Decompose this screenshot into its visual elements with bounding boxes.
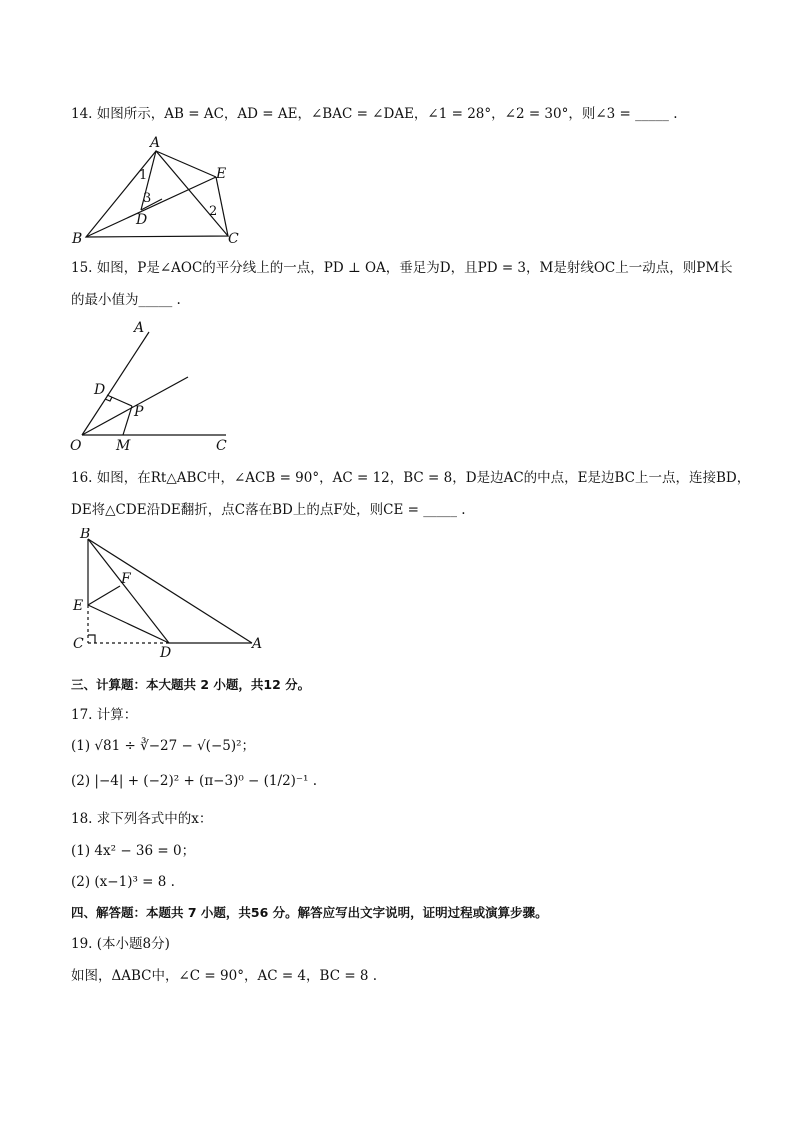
label-angle-2: 2 [209,204,218,219]
label-d: D [160,645,172,658]
label-m: M [116,438,131,454]
label-c: C [228,231,239,245]
question-18-part-2: (2) (x−1)³ = 8 . [71,874,175,890]
segment-ed [88,605,169,643]
question-16-figure [68,528,268,658]
question-18-part-1: (1) 4x² − 36 = 0； [71,843,196,859]
question-17-title: 17. 计算： [71,707,138,723]
label-angle-1: 1 [139,168,148,183]
label-a: A [134,320,145,336]
label-b: B [80,528,91,542]
segment-ec [216,177,228,236]
label-b: B [72,231,83,245]
question-17-part-1: (1) √81 ÷ ∛−27 − √(−5)²； [71,738,256,754]
segment-be [86,177,216,237]
label-d: D [136,212,148,228]
label-c: C [216,438,227,454]
question-19-title: 19. (本小题8分) [71,936,170,952]
question-15-line-1: 15. 如图，P是∠AOC的平分线上的一点，PD ⊥ OA，垂足为D，且PD = 3，M是射线OC上一动点，则PM长 [71,260,733,276]
segment-bd [88,539,169,643]
label-a: A [150,135,161,151]
question-15-figure [66,320,246,455]
question-17-part-2: (2) |−4| + (−2)² + (π−3)⁰ − (1/2)⁻¹ . [71,773,318,789]
label-f: F [121,571,131,587]
question-15-line-2: 的最小值为_____ . [71,292,181,308]
question-18-title: 18. 求下列各式中的x： [71,811,213,827]
right-angle-mark [88,635,95,643]
triangle-abc [86,151,228,237]
segment-ae [156,151,216,177]
label-o: O [70,438,82,454]
question-14-text: 14. 如图所示，AB = AC，AD = AE，∠BAC = ∠DAE，∠1 = 28°，∠2 = 30°，则∠3 = _____ . [71,106,678,122]
label-p: P [134,404,144,420]
question-16-line-2: DE将△CDE沿DE翻折，点C落在BD上的点F处，则CE = _____ . [71,502,466,518]
segment-ef [88,586,120,605]
question-16-line-1: 16. 如图，在Rt△ABC中，∠ACB = 90°，AC = 12，BC = 8，D是边AC的中点，E是边BC上一点，连接BD， [71,470,751,486]
label-a: A [252,636,263,652]
section-4-heading: 四、解答题：本题共 7 小题，共56 分。解答应写出文字说明，证明过程或演算步骤。 [71,905,548,920]
label-e: E [216,166,227,182]
label-angle-3: 3 [143,191,152,206]
label-e: E [73,598,84,614]
label-c: C [73,636,84,652]
section-3-heading: 三、计算题：本大题共 2 小题，共12 分。 [71,677,311,692]
label-d: D [94,382,106,398]
question-14-figure [68,133,248,245]
question-19-text: 如图，ΔABC中，∠C = 90°，AC = 4，BC = 8 . [71,968,378,984]
